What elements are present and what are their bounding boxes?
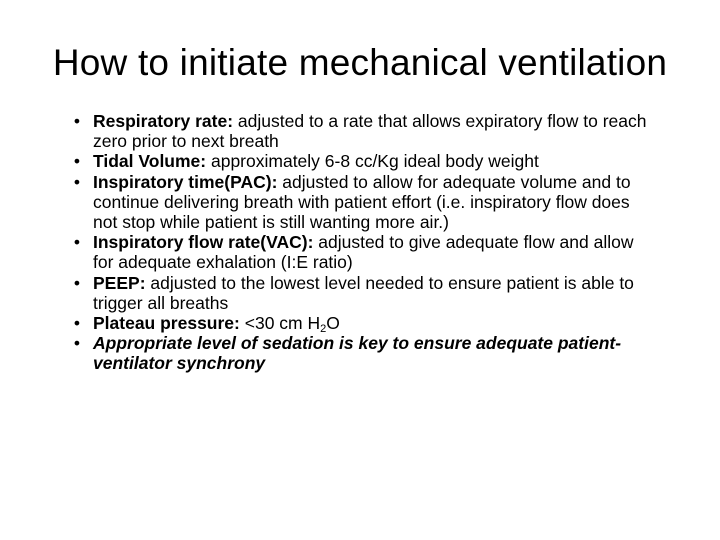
bullet-tidal-volume <box>73 151 653 172</box>
bullet-text: adjusted to give adequate flow and allow for adequate exhalation (I:E ratio) <box>93 232 634 273</box>
bullet-icon: • <box>73 151 81 172</box>
bullet-icon: • <box>73 232 81 253</box>
bullet-inspiratory-time <box>73 171 653 233</box>
bullet-label: Plateau pressure: <box>93 313 240 334</box>
bullet-plateau-pressure <box>73 313 653 336</box>
bullet-sedation <box>73 333 653 374</box>
bullet-label: PEEP: <box>93 272 146 293</box>
bullet-text: adjusted to allow for adequate volume and to continue delivering breath with patient effort (i.e. inspiratory flow does not stop while patient is still wanting more air.) <box>93 171 631 233</box>
subscript-2: 2 <box>320 323 327 336</box>
bullet-text: <30 cm H <box>239 313 321 334</box>
bullet-label: Inspiratory time(PAC): <box>93 171 278 192</box>
bullet-text: approximately 6-8 cc/Kg ideal body weight <box>206 151 539 172</box>
slide-title: How to initiate mechanical ventilation <box>52 42 668 83</box>
bullet-peep <box>73 272 653 313</box>
bullet-text-suffix: O <box>326 313 340 334</box>
bullet-text: adjusted to a rate that allows expiratory flow to reach zero prior to next breath <box>93 111 647 152</box>
bullet-text: adjusted to the lowest level needed to ensure patient is able to trigger all breaths <box>93 272 634 313</box>
bullet-icon: • <box>73 171 81 192</box>
bullet-emphasis-text: Appropriate level of sedation is key to ensure adequate patient-ventilator synchrony <box>93 333 622 374</box>
bullet-icon: • <box>73 313 81 334</box>
bullet-respiratory-rate <box>73 111 653 152</box>
bullet-label: Tidal Volume: <box>93 151 207 172</box>
bullet-label: Respiratory rate: <box>93 111 234 131</box>
bullet-inspiratory-flow-rate <box>73 232 653 273</box>
bullet-list <box>73 111 653 374</box>
bullet-icon: • <box>73 111 81 131</box>
bullet-icon: • <box>73 333 81 354</box>
bullet-label: Inspiratory flow rate(VAC): <box>93 232 314 253</box>
bullet-icon: • <box>73 272 81 293</box>
